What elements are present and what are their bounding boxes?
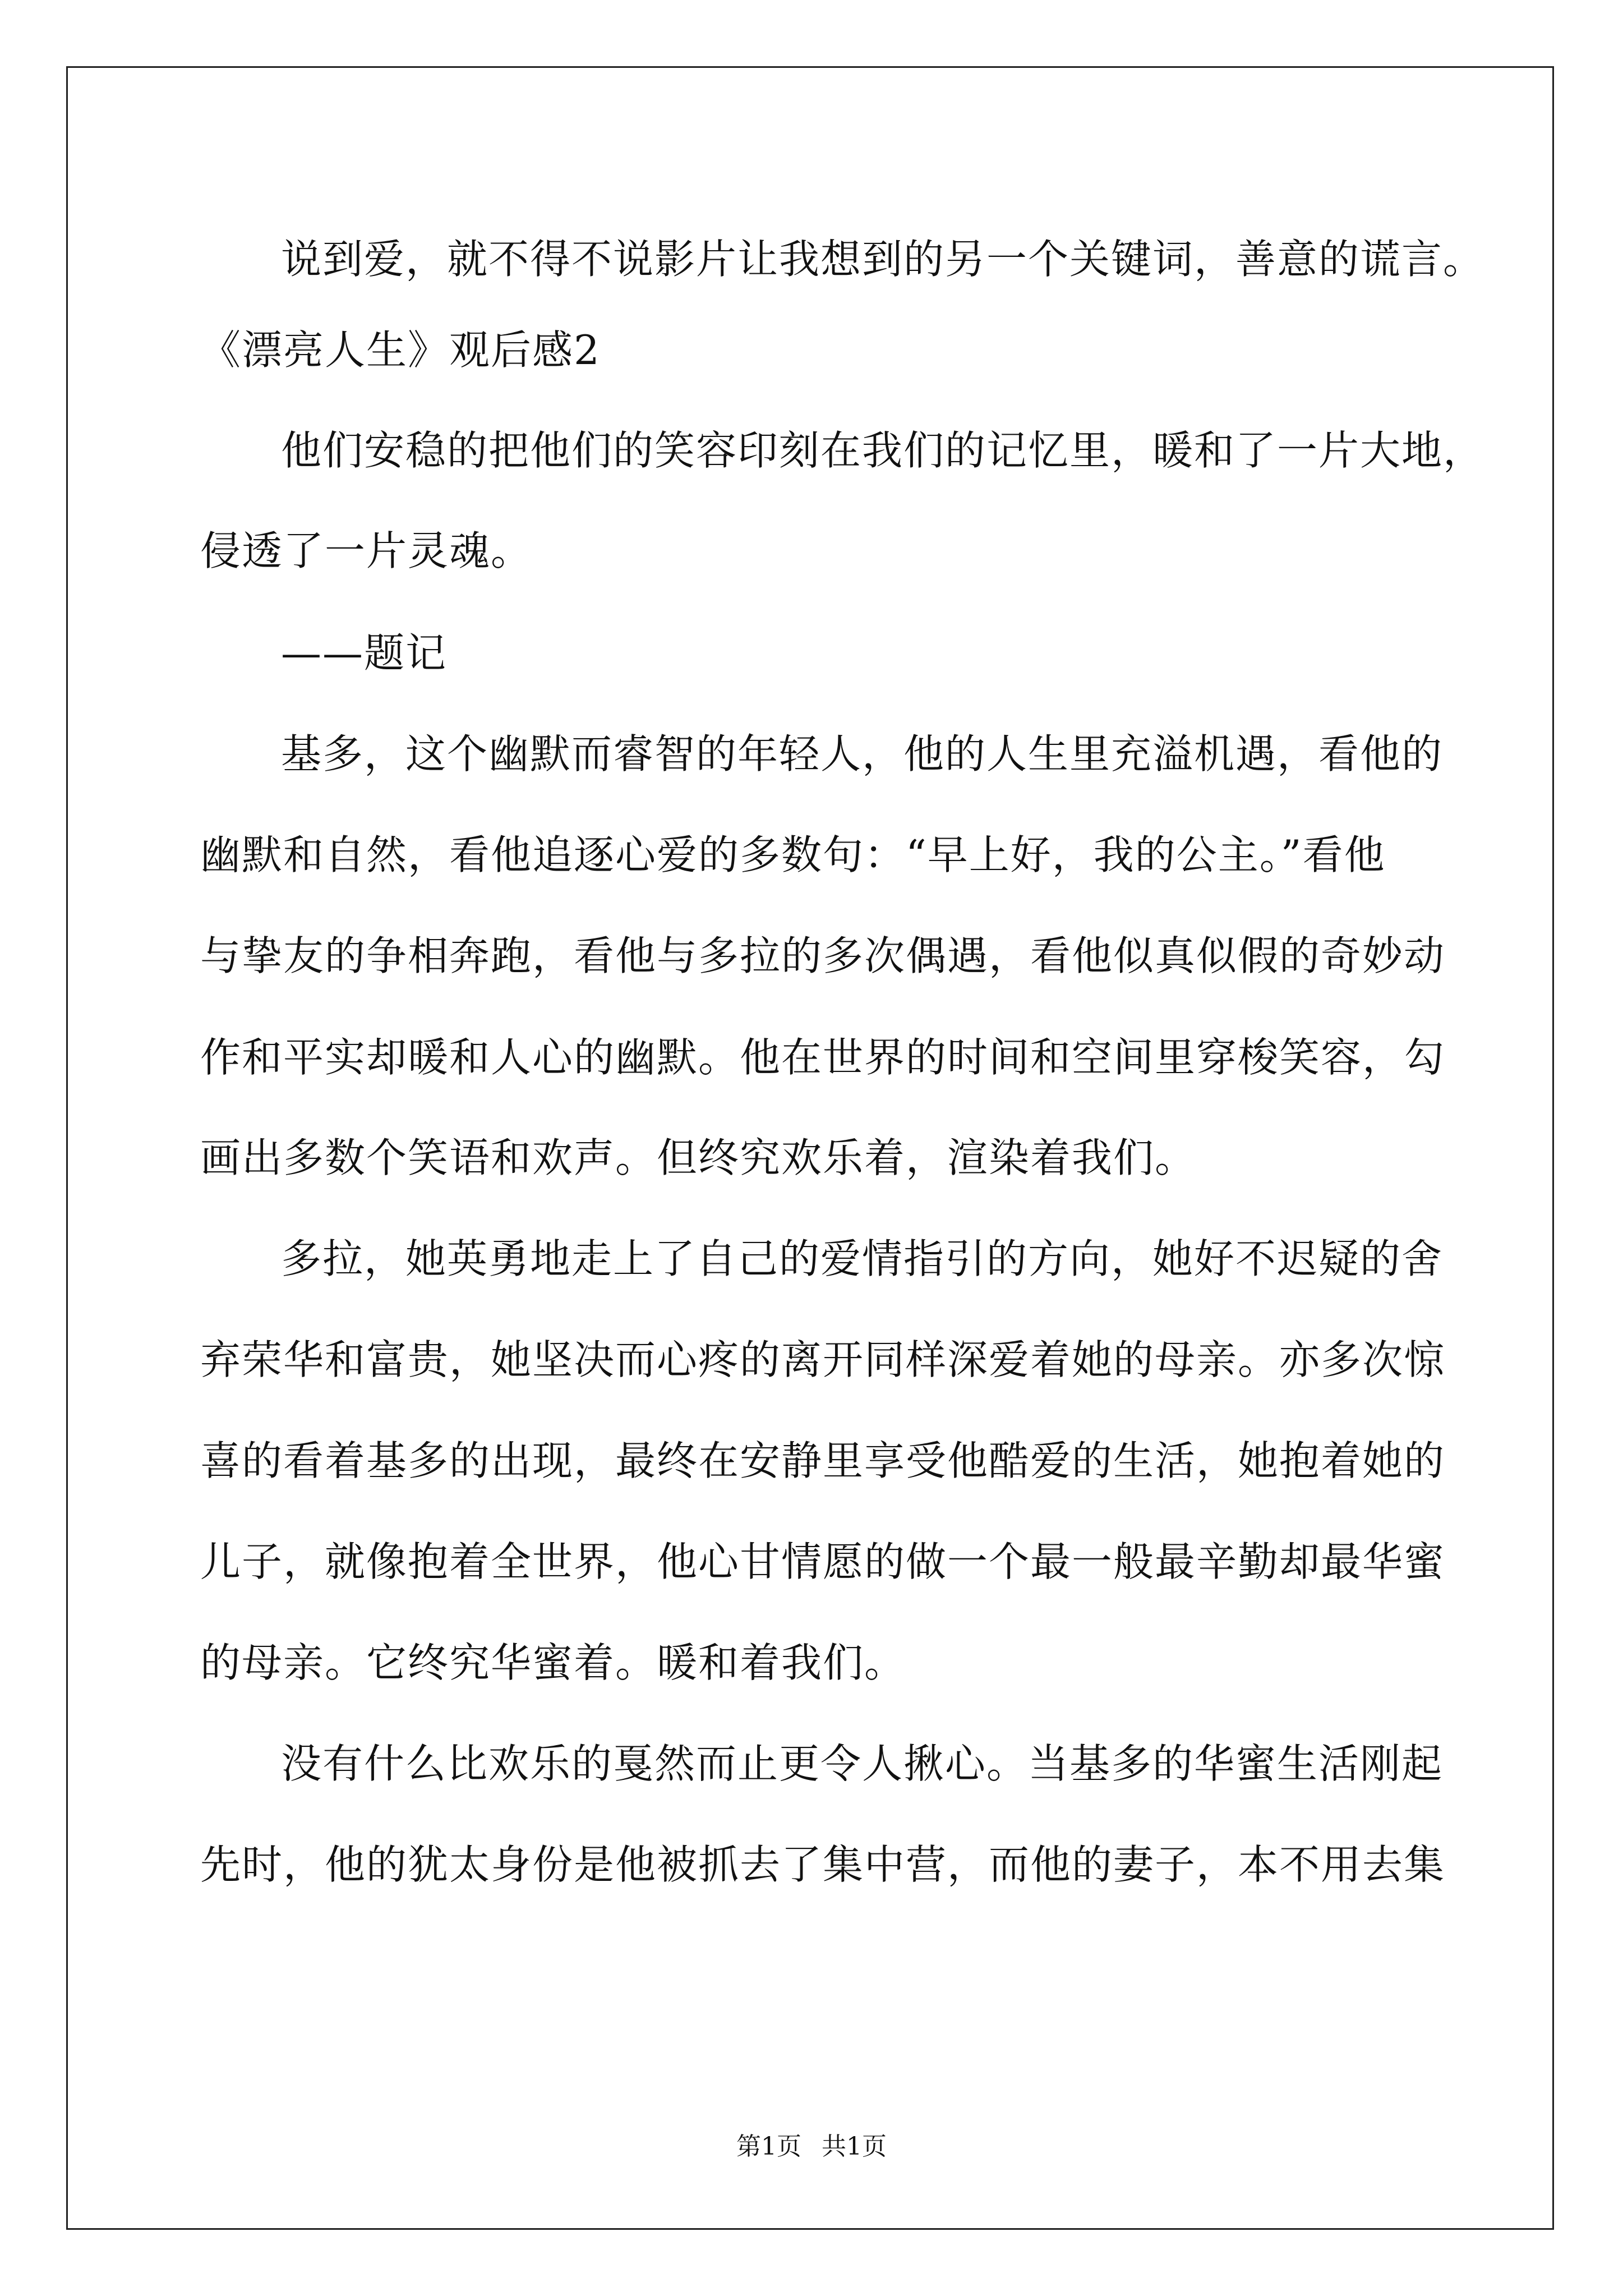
paragraph-line: 画出多数个笑语和欢声。但终究欢乐着，渲染着我们。 xyxy=(200,1134,1197,1181)
section-title: 《漂亮人生》观后感2 xyxy=(200,326,601,374)
paragraph-line: 他们安稳的把他们的笑容印刻在我们的记忆里，暖和了一片大地， xyxy=(281,427,1485,474)
page-footer xyxy=(0,2126,1623,2162)
paragraph-line: 先时，他的犹太身份是他被抓去了集中营，而他的妻子，本不用去集 xyxy=(200,1841,1446,1888)
paragraph-line: 弃荣华和富贵，她坚决而心疼的离开同样深爱着她的母亲。亦多次惊 xyxy=(200,1336,1446,1383)
paragraph-line: 没有什么比欢乐的戛然而止更令人揪心。当基多的华蜜生活刚起 xyxy=(281,1740,1444,1787)
paragraph-line: 喜的看着基多的出现，最终在安静里享受他酷爱的生活，她抱着她的 xyxy=(200,1437,1446,1484)
paragraph-line: 儿子，就像抱着全世界，他心甘情愿的做一个最一般最辛勤却最华蜜 xyxy=(200,1538,1446,1585)
page-number: 第1页 xyxy=(736,2132,801,2161)
paragraph-line: 与挚友的争相奔跑，看他与多拉的多次偶遇，看他似真似假的奇妙动 xyxy=(200,932,1446,979)
epigraph-credit: ——题记 xyxy=(281,629,448,677)
paragraph-line: 说到爱，就不得不说影片让我想到的另一个关键词，善意的谎言。 xyxy=(281,236,1485,283)
paragraph-line: 基多，这个幽默而睿智的年轻人，他的人生里充溢机遇，看他的 xyxy=(281,730,1444,777)
paragraph-line: 侵透了一片灵魂。 xyxy=(200,527,533,574)
paragraph-line: 作和平实却暖和人心的幽默。他在世界的时间和空间里穿梭笑容，勾 xyxy=(200,1034,1446,1081)
paragraph-line: 多拉，她英勇地走上了自己的爱情指引的方向，她好不迟疑的舍 xyxy=(281,1235,1444,1282)
page-total: 共1页 xyxy=(822,2132,887,2161)
paragraph-line: 的母亲。它终究华蜜着。暖和着我们。 xyxy=(200,1639,906,1686)
paragraph-line: 幽默和自然，看他追逐心爱的多数句：“早上好，我的公主。”看他 xyxy=(200,831,1386,878)
